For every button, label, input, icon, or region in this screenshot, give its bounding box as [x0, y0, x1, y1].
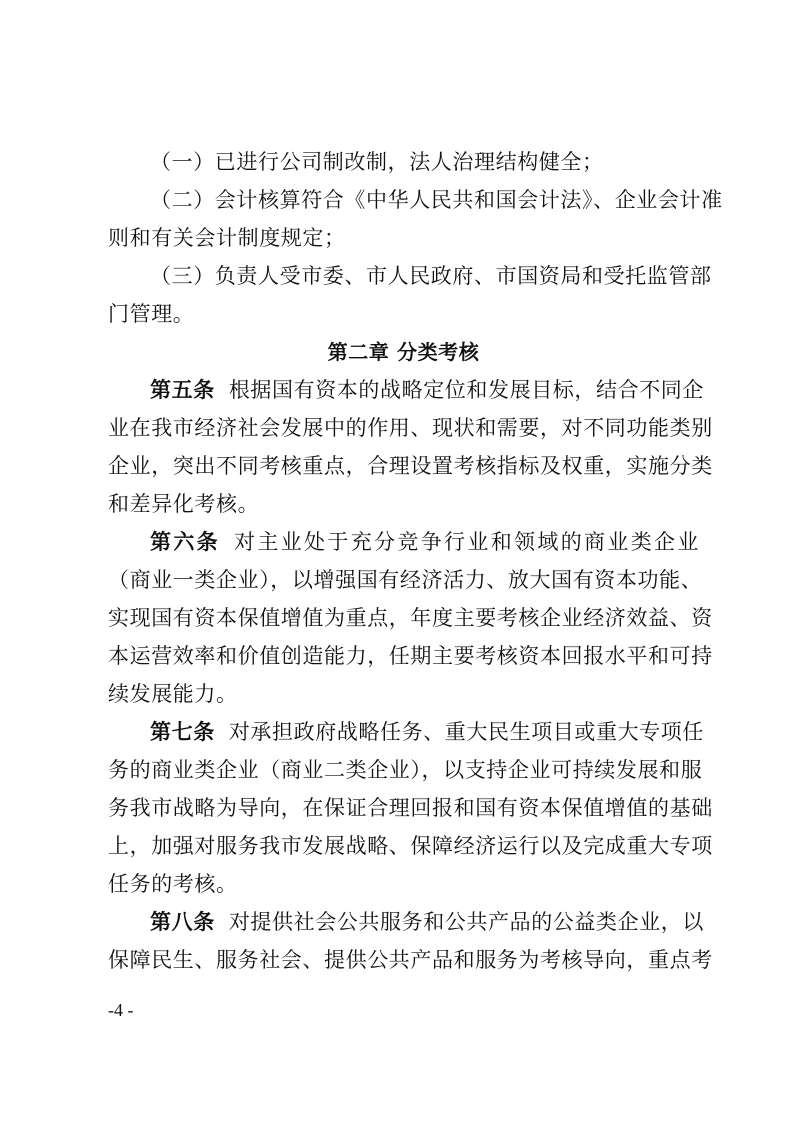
article-7-line-2: 务的商业类企业（商业二类企业），以支持企业可持续发展和服 [108, 758, 703, 782]
article-5 [108, 371, 713, 523]
item-2-line-2: 则和有关会计制度规定； [108, 226, 346, 250]
article-5-line-4: 和差异化考核。 [108, 492, 260, 516]
article-5-line-2: 业在我市经济社会发展中的作用、现状和需要，对不同功能类别 [108, 416, 713, 440]
page-number: -4 - [108, 1000, 134, 1020]
article-6 [108, 523, 713, 713]
article-7 [108, 713, 713, 903]
chapter-title: 第二章 分类考核 [327, 340, 480, 364]
article-7-label: 第七条 [150, 720, 215, 744]
article-7-line-5: 任务的考核。 [108, 872, 238, 896]
article-8-label: 第八条 [150, 910, 215, 934]
article-6-line-5: 续发展能力。 [108, 682, 238, 706]
item-2-line-1: （二）会计核算符合《中华人民共和国会计法》、企业会计准 [150, 188, 723, 212]
article-5-text-1: 根据国有资本的战略定位和发展目标，结合不同企 [228, 378, 705, 402]
article-6-label: 第六条 [150, 530, 221, 554]
item-2 [108, 181, 723, 257]
article-7-text-1: 对承担政府战略任务、重大民生项目或重大专项任 [228, 720, 705, 744]
item-1: （一）已进行公司制改制，法人治理结构健全； [150, 150, 604, 174]
item-3-line-2: 门管理。 [108, 302, 195, 326]
article-6-line-2: （商业一类企业），以增强国有经济活力、放大国有资本功能、 [108, 568, 703, 592]
article-6-line-3: 实现国有资本保值增值为重点，年度主要考核企业经济效益、资 [108, 606, 713, 630]
article-7-line-1 [108, 713, 705, 751]
article-6-line-4: 本运营效率和价值创造能力，任期主要考核资本回报水平和可持 [108, 644, 713, 668]
document-page [108, 143, 723, 979]
article-8-text-1: 对提供社会公共服务和公共产品的公益类企业，以 [228, 910, 705, 934]
article-8-line-2: 保障民生、服务社会、提供公共产品和服务为考核导向，重点考 [108, 948, 713, 972]
article-7-line-3: 务我市战略为导向，在保证合理回报和国有资本保值增值的基础 [108, 796, 713, 820]
article-8-line-1 [108, 903, 705, 941]
item-3-line-1: （三）负责人受市委、市人民政府、市国资局和受托监管部 [150, 264, 712, 288]
article-5-line-1 [108, 371, 705, 409]
article-5-label: 第五条 [150, 378, 215, 402]
article-6-text-1: 对主业处于充分竞争行业和领域的商业类企业 [234, 530, 699, 554]
article-8 [108, 903, 713, 979]
item-3 [108, 257, 712, 333]
article-6-line-1 [108, 523, 699, 561]
article-7-line-4: 上，加强对服务我市发展战略、保障经济运行以及完成重大专项 [108, 834, 713, 858]
article-5-line-3: 企业，突出不同考核重点，合理设置考核指标及权重，实施分类 [108, 454, 713, 478]
